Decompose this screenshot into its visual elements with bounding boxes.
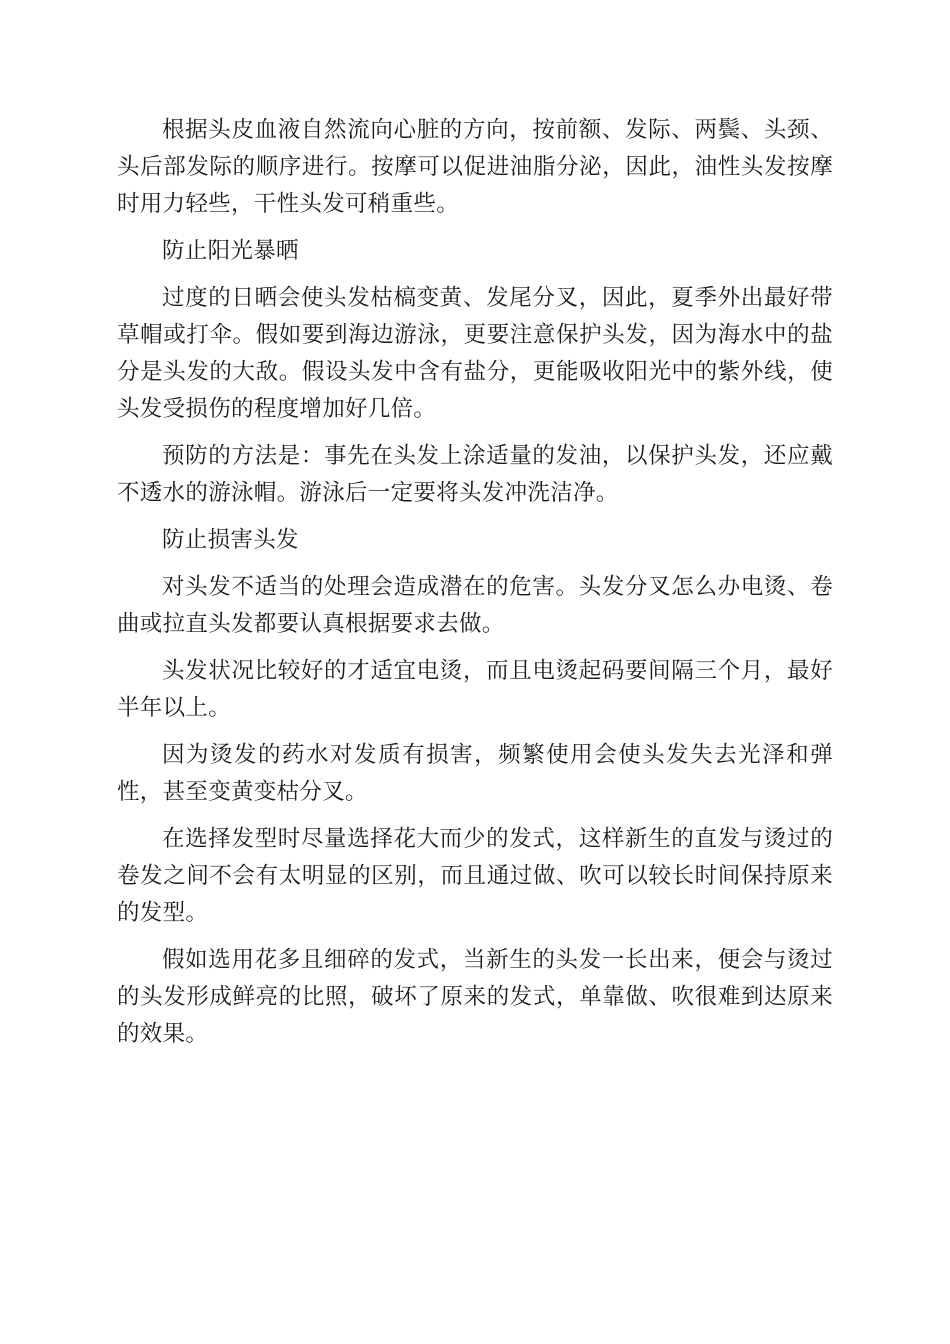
paragraph-perm-chemicals: 因为烫发的药水对发质有损害，频繁使用会使头发失去光泽和弹性，甚至变黄变枯分叉。 <box>117 742 833 805</box>
section-heading-sun-protection: 防止阳光暴晒 <box>162 238 299 264</box>
paragraph-fine-curls: 假如选用花多且细碎的发式，当新生的头发一长出来，便会与烫过的头发形成鲜亮的比照，破坏了原来的发式，单靠做、吹很难到达原来的效果。 <box>117 947 833 1047</box>
document-page <box>117 112 833 1063</box>
paragraph-improper-treatment: 对头发不适当的处理会造成潜在的危害。头发分叉怎么办电烫、卷曲或拉直头发都要认真根据要求去做。 <box>117 574 833 637</box>
paragraph-hairstyle-choice: 在选择发型时尽量选择花大而少的发式，这样新生的直发与烫过的卷发之间不会有太明显的区别，而且通过做、吹可以较长时间保持原来的发型。 <box>117 826 833 926</box>
paragraph-perm-condition: 头发状况比较好的才适宜电烫，而且电烫起码要间隔三个月，最好半年以上。 <box>117 658 833 721</box>
section-heading-damage-prevention: 防止损害头发 <box>162 527 299 553</box>
paragraph-prevention-method: 预防的方法是：事先在头发上涂适量的发油，以保护头发，还应戴不透水的游泳帽。游泳后一定要将头发冲洗洁净。 <box>117 443 833 506</box>
paragraph-sun-damage: 过度的日晒会使头发枯槁变黄、发尾分叉，因此，夏季外出最好带草帽或打伞。假如要到海边游泳，更要注意保护头发，因为海水中的盐分是头发的大敌。假设头发中含有盐分，更能吸收阳光中的紫外线，使头发受损伤的程度增加好几倍。 <box>117 285 833 422</box>
paragraph-scalp-massage: 根据头皮血液自然流向心脏的方向，按前额、发际、两鬓、头颈、头后部发际的顺序进行。按摩可以促进油脂分泌，因此，油性头发按摩时用力轻些，干性头发可稍重些。 <box>117 117 833 217</box>
